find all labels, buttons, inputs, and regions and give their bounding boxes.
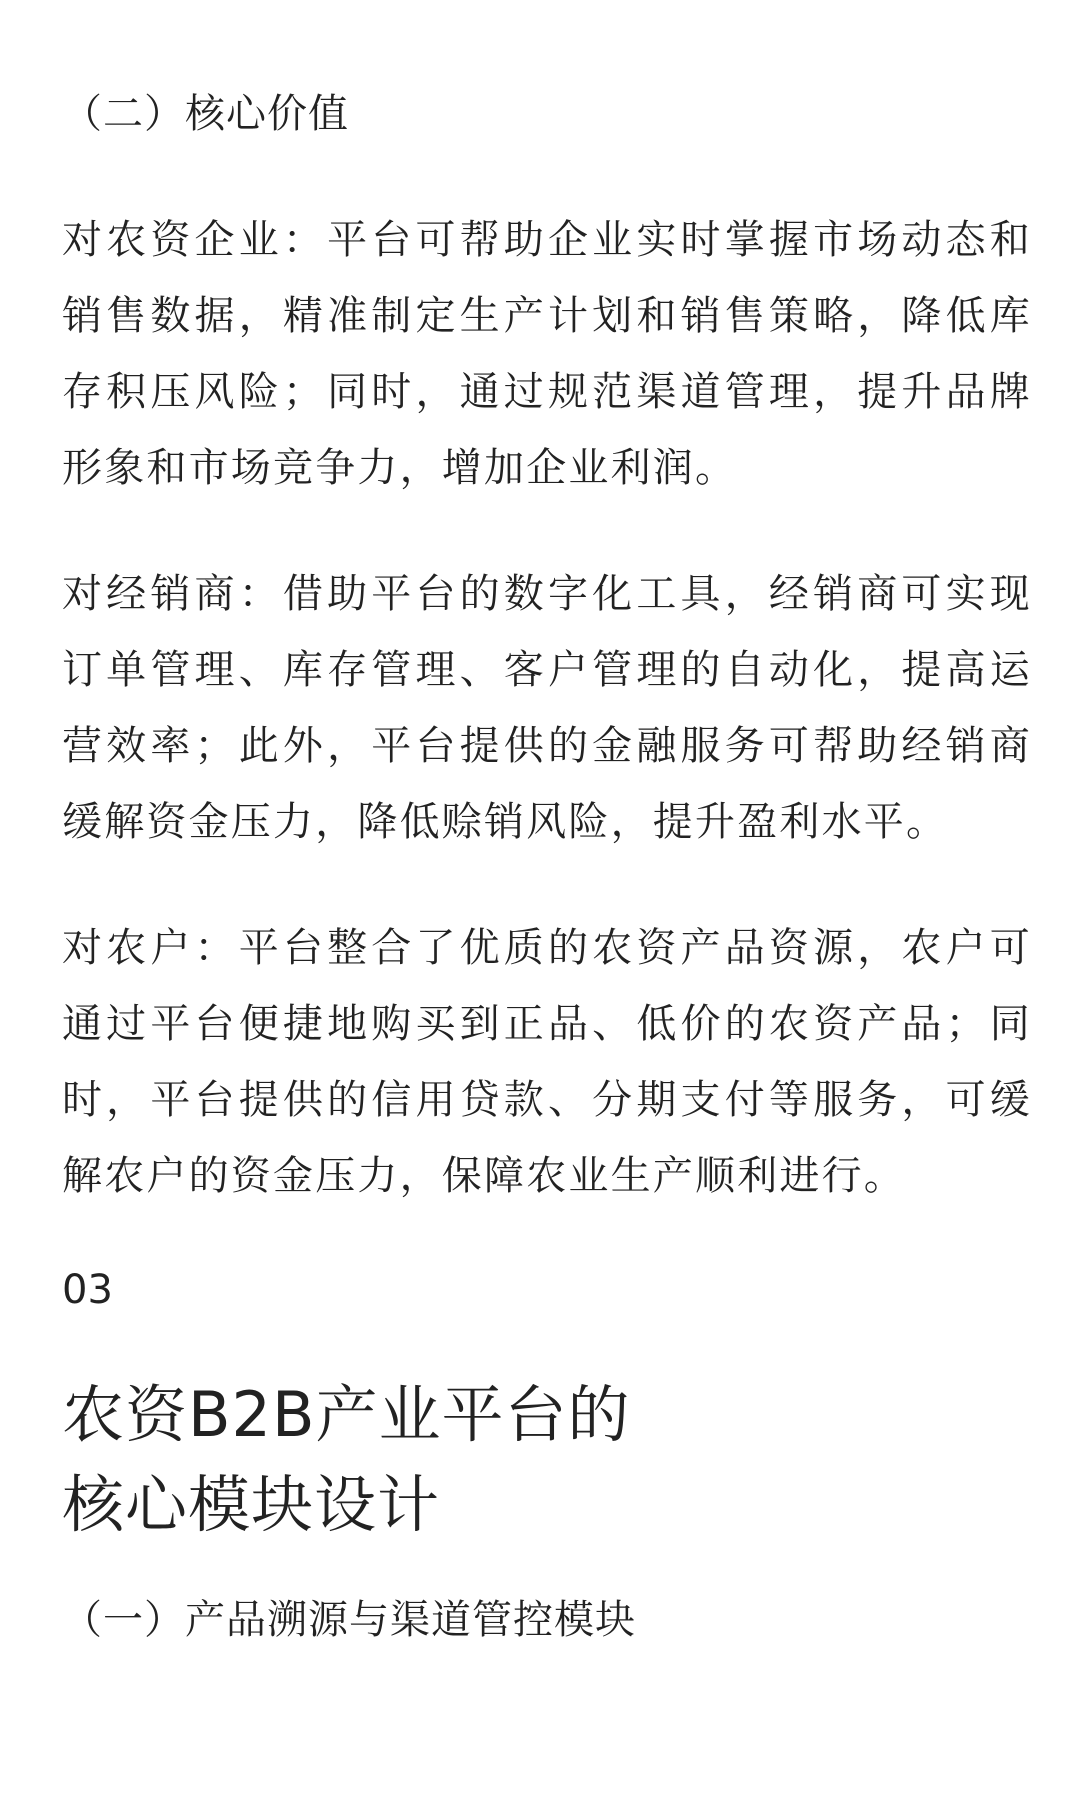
- subsection-heading-core-value: （二）核心价值: [62, 91, 349, 137]
- paragraph-agri-enterprise: 对农资企业：平台可帮助企业实时掌握市场动态和销售数据，精准制定生产计划和销售策略，降低库存积压风险；同时，通过规范渠道管理，提升品牌形象和市场竞争力，增加企业利润。: [62, 217, 1032, 491]
- section-title-line-2: 核心模块设计: [62, 1468, 441, 1541]
- paragraph-distributor: 对经销商：借助平台的数字化工具，经销商可实现订单管理、库存管理、客户管理的自动化，提高运营效率；此外，平台提供的金融服务可帮助经销商缓解资金压力，降低赊销风险，提升盈利水平。: [62, 571, 1032, 845]
- paragraph-farmer: 对农户：平台整合了优质的农资产品资源，农户可通过平台便捷地购买到正品、低价的农资产品；同时，平台提供的信用贷款、分期支付等服务，可缓解农户的资金压力，保障农业生产顺利进行。: [62, 925, 1032, 1199]
- section-number: 03: [62, 1267, 113, 1313]
- section-title: [62, 1370, 631, 1550]
- subsection-heading-traceability: （一）产品溯源与渠道管控模块: [62, 1597, 636, 1643]
- section-title-line-1: 农资B2B产业平台的: [62, 1378, 631, 1451]
